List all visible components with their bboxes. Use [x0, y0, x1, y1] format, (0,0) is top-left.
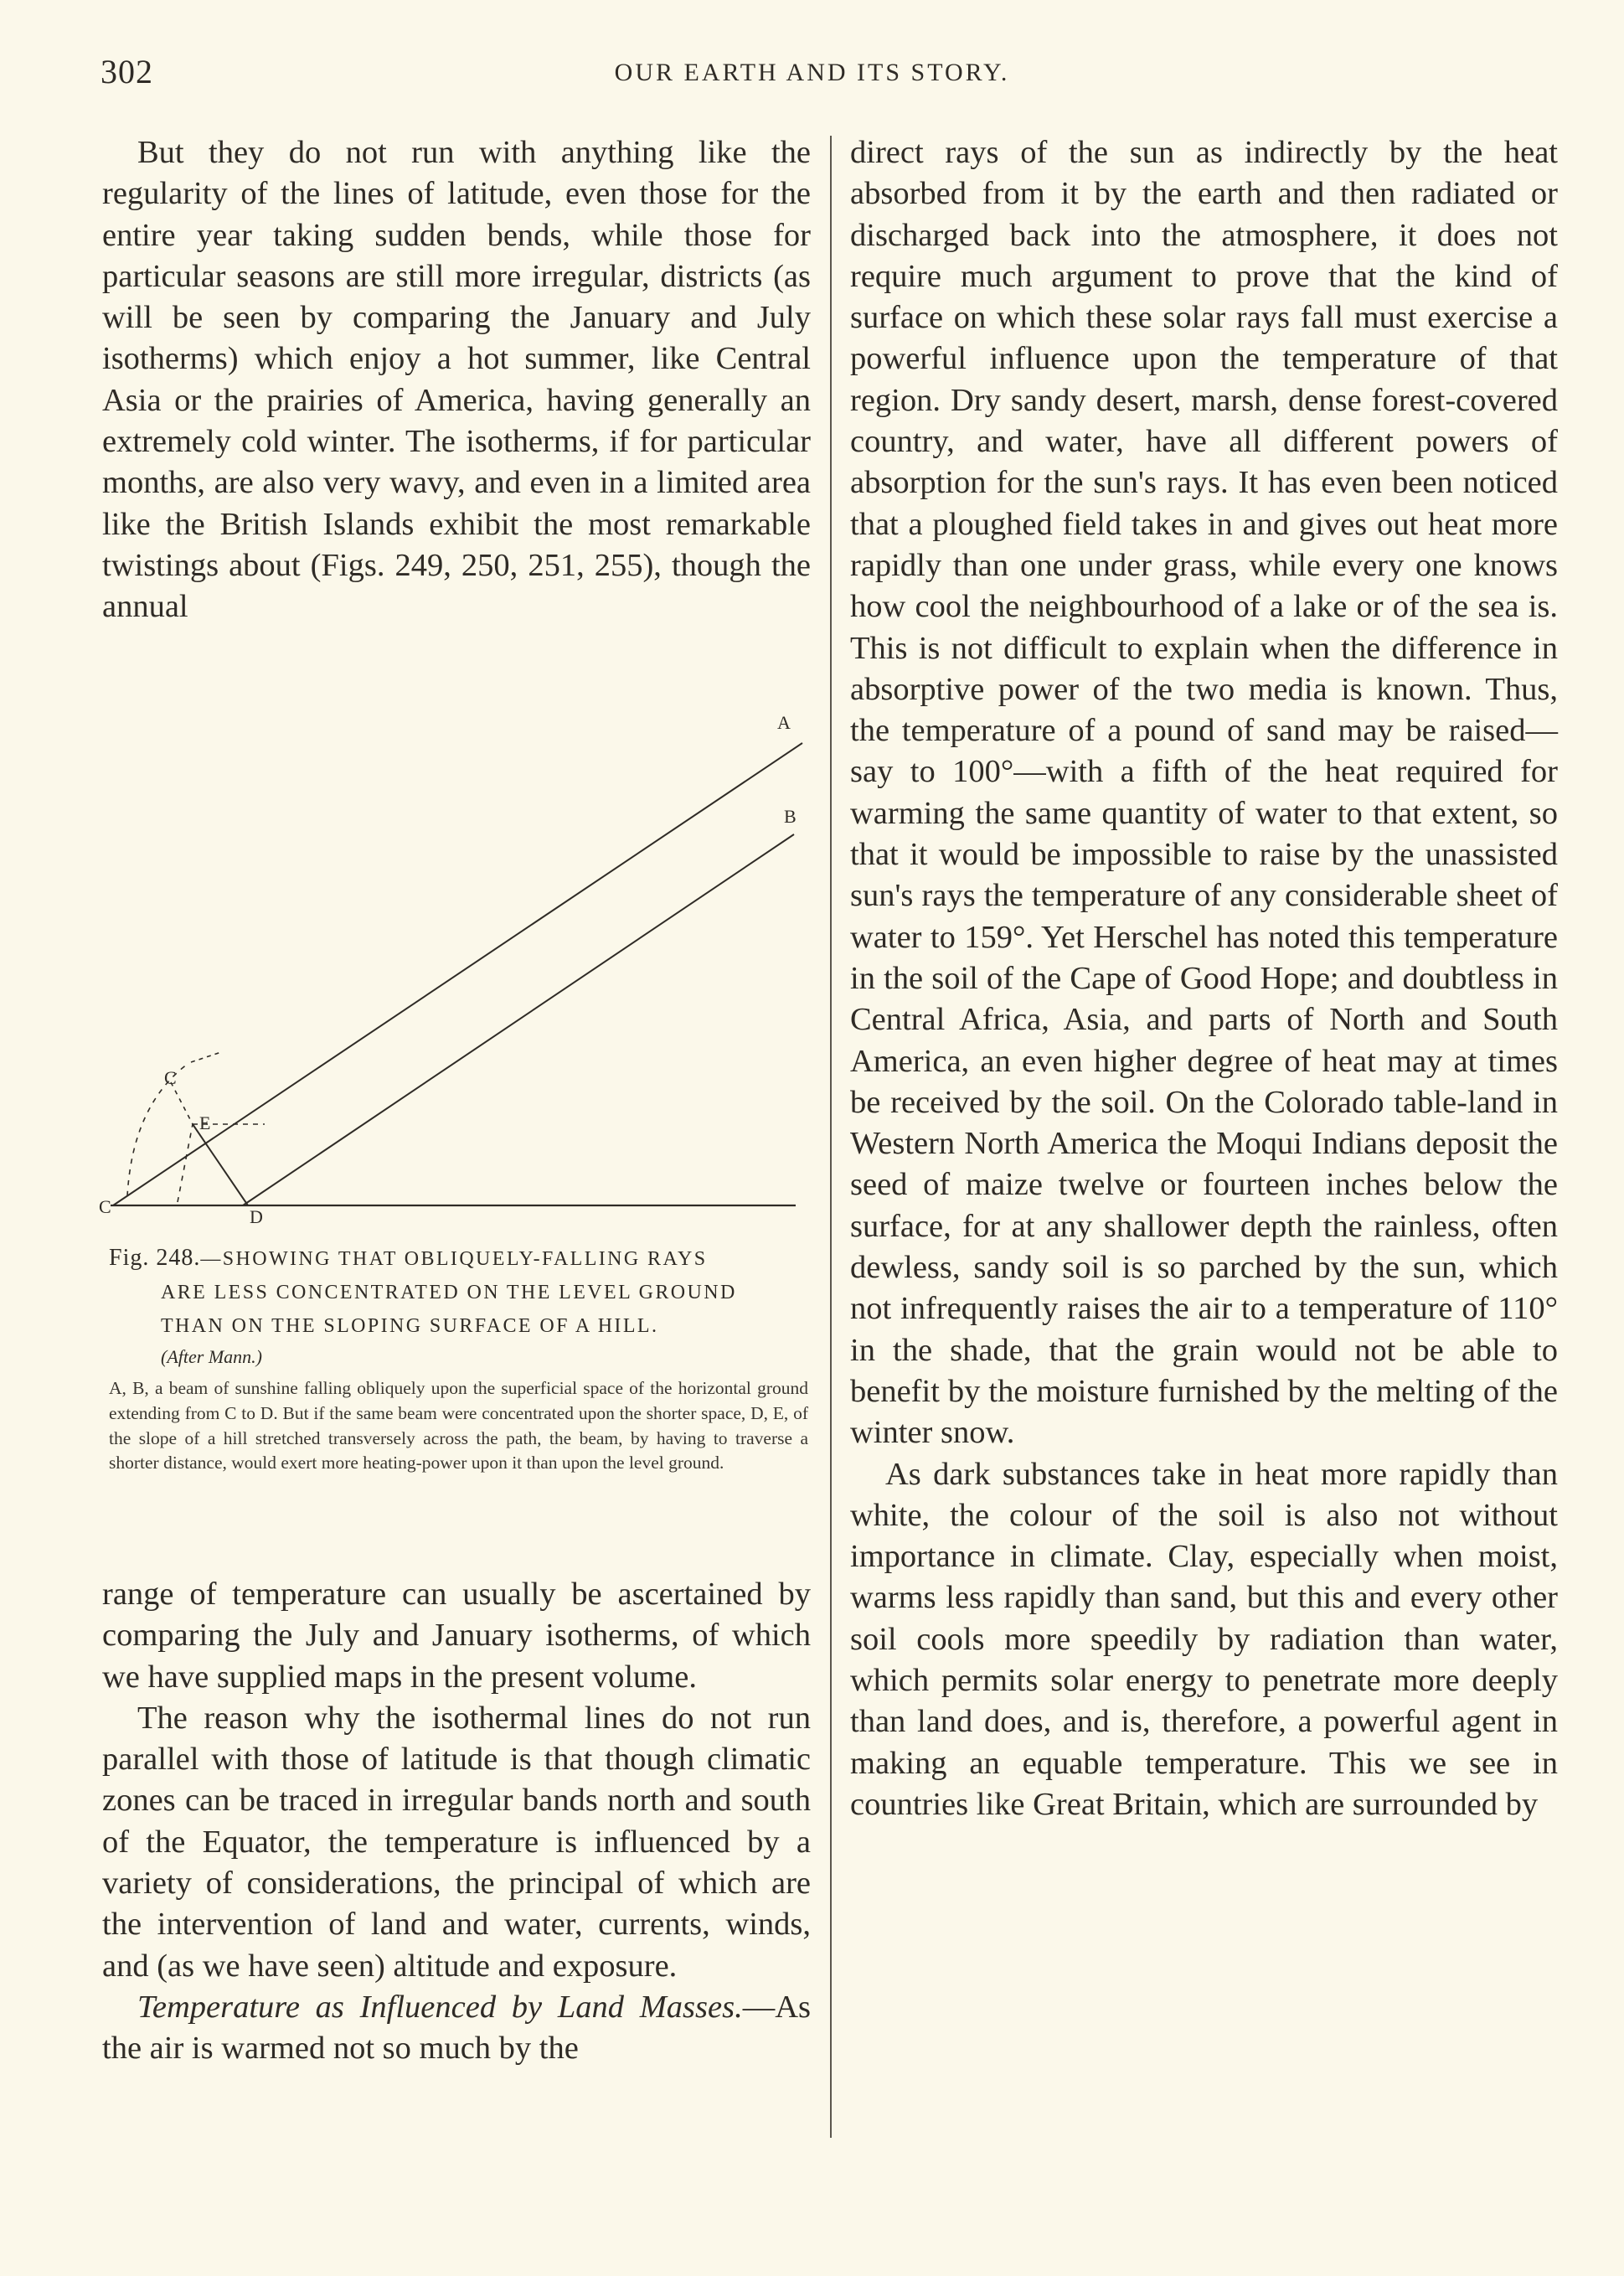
- dashed-top: [191, 1052, 221, 1062]
- figure-note: A, B, a beam of sunshine falling obliquely upon the superficial space of the horizontal ground extending from C to D. But if the same beam were concentrated upon the shorter space, D, E, of the slope of a hill stretched transversely across the path, the beam, by having to traverse a shorter distance, would exert more heating-power upon it than upon the level ground.: [109, 1378, 808, 1473]
- slope-line: [193, 1124, 248, 1205]
- caption-credit: (After Mann.): [161, 1346, 262, 1367]
- section-heading: Temperature as Influenced by Land Masses.: [137, 1989, 743, 2025]
- caption-line-2: ARE LESS CONCENTRATED ON THE LEVEL GROUND: [161, 1282, 737, 1303]
- label-a: A: [777, 712, 791, 733]
- oblique-rays-diagram: [99, 712, 819, 1223]
- figure-248-diagram: [99, 712, 819, 1227]
- label-b: B: [784, 806, 797, 827]
- ray-b: [243, 834, 794, 1205]
- right-paragraph-1: direct rays of the sun as indirectly by the heat absorbed from it by the earth and then radiated or discharged back into the atmosphere, it does not require much argument to prove that the kind of surface on which these solar rays fall must exercise a powerful influence upon the temperature of that region. Dry sandy desert, marsh, dense forest-covered country, and water, have all different powers of absorption for the sun's rays. It has even been noticed that a ploughed field takes in and gives out heat more rapidly than one under grass, while every one knows how cool the neighbourhood of a lake or of the sea is. This is not difficult to explain when the difference in absorptive power of the two media is known. Thus, the temperature of a pound of sand may be raised—say to 100°—with a fifth of the heat required for warming the same quantity of water to that extent, so that it would be impossible to raise by the unassisted sun's rays the temperature of any considerable sheet of water to 159°. Yet Herschel has noted this temperature in the soil of the Cape of Good Hope; and doubtless in Central Africa, Asia, and parts of North and South America, an even higher degree of heat may at times be received by the soil. On the Colorado table-land in Western North America the Moqui Indians deposit the seed of maize twelve or fourteen inches below the surface, for at any shallower depth the rainless, often dewless, sandy soil is so parched by the sun, which not infrequently raises the air to a temperature of 110° in the shade, that the grain would not be able to benefit by the moisture furnished by the melting of the winter snow.: [850, 135, 1558, 1451]
- caption-text-1: —SHOWING THAT OBLIQUELY-FALLING RAYS: [200, 1248, 708, 1270]
- label-c-left: C: [99, 1196, 111, 1217]
- figure-caption: [109, 1241, 808, 1371]
- left-paragraph-3: The reason why the isothermal lines do not run parallel with those of latitude is that though climatic zones can be traced in irregular bands north and south of the Equator, the temperature is influenced by a variety of considerations, the principal of which are the intervention of land and water, currents, winds, and (as we have seen) altitude and exposure.: [102, 1700, 811, 1984]
- section-heading-continuation: —As the air is warmed not so much by the: [102, 1989, 811, 2067]
- right-paragraph-2: As dark substances take in heat more rapidly than white, the colour of the soil is also not without importance in climate. Clay, especially when moist, warms less rapidly than sand, but this and every other soil cools more speedily by radiation than water, which permits solar energy to penetrate more deeply than land does, and is, therefore, a powerful agent in making an equable temperature. This we see in countries like Great Britain, which are surrounded by: [850, 1456, 1558, 1822]
- page-number: 302: [101, 53, 153, 90]
- running-title: OUR EARTH AND ITS STORY.: [614, 59, 1010, 86]
- right-column: [850, 132, 1558, 1825]
- label-c-top: C: [164, 1067, 177, 1088]
- column-rule: [830, 136, 832, 2138]
- label-d: D: [250, 1206, 263, 1227]
- caption-line-3: THAN ON THE SLOPING SURFACE OF A HILL.: [161, 1315, 659, 1337]
- caption-line-1: [109, 1241, 808, 1276]
- left-paragraph-4: [102, 1987, 811, 2070]
- left-column-bottom: [102, 1574, 811, 2070]
- ray-a: [113, 743, 802, 1205]
- left-column-top: [102, 132, 811, 628]
- left-paragraph-2: range of temperature can usually be ascertained by comparing the July and January isotherms, of which we have supplied maps in the present volume.: [102, 1577, 811, 1695]
- left-paragraph-1: But they do not run with anything like the regularity of the lines of latitude, even those for the entire year taking sudden bends, while those for particular seasons are still more irregular, districts (as will be seen by comparing the January and July isotherms) which enjoy a hot summer, like Central Asia or the prairies of America, having generally an extremely cold winter. The isotherms, if for particular months, are also very wavy, and even in a limited area like the British Islands exhibit the most remarkable twistings about (Figs. 249, 250, 251, 255), though the annual: [102, 135, 811, 625]
- label-e: E: [199, 1112, 211, 1133]
- dashed-vertical: [178, 1124, 193, 1202]
- caption-lead: Fig. 248.: [109, 1245, 201, 1271]
